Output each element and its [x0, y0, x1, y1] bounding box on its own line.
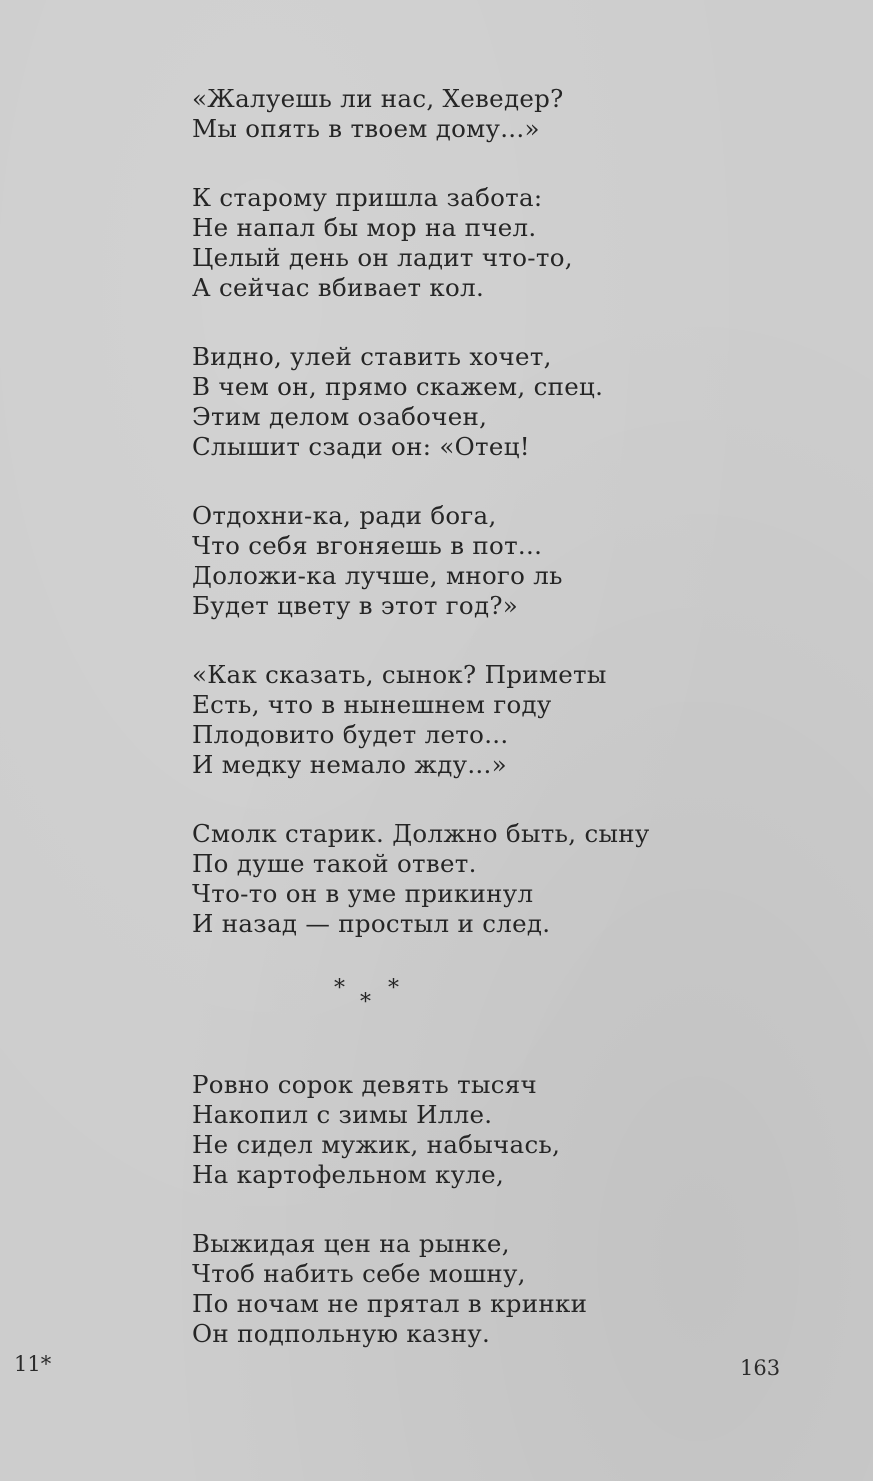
asterisk: *	[360, 990, 371, 1015]
poem-line: Целый день он ладит что-то,	[192, 243, 573, 272]
poem-line: Есть, что в нынешнем году	[192, 690, 552, 719]
stanza-2	[192, 183, 752, 303]
poem-line: Что-то он в уме прикинул	[192, 879, 534, 908]
section-divider	[192, 978, 752, 1040]
poem-line: Слышит сзади он: «Отец!	[192, 432, 530, 461]
stanza-4	[192, 501, 752, 621]
poem-line: Видно, улей ставить хочет,	[192, 342, 552, 371]
stanza-8	[192, 1229, 752, 1349]
poem-line: Не напал бы мор на пчел.	[192, 213, 537, 242]
poem-line: Не сидел мужик, набычась,	[192, 1130, 561, 1159]
poem-line: Накопил с зимы Илле.	[192, 1100, 493, 1129]
poem-line: «Жалуешь ли нас, Хеведер?	[192, 84, 564, 113]
poem-line: К старому пришла забота:	[192, 183, 543, 212]
poem-line: Выжидая цен на рынке,	[192, 1229, 510, 1258]
poem-line: Что себя вгоняешь в пот...	[192, 531, 543, 560]
poem-line: Он подпольную казну.	[192, 1319, 491, 1348]
poem-line: «Как сказать, сынок? Приметы	[192, 660, 607, 689]
page-number: 163	[740, 1356, 781, 1380]
poem-line: Ровно сорок девять тысяч	[192, 1070, 538, 1099]
poem	[192, 84, 752, 1388]
poem-line: По ночам не прятал в кринки	[192, 1289, 588, 1318]
poem-line: Будет цвету в этот год?»	[192, 591, 519, 620]
poem-line: Смолк старик. Должно быть, сыну	[192, 819, 650, 848]
stanza-6	[192, 819, 752, 939]
poem-line: И медку немало жду...»	[192, 750, 507, 779]
poem-line: По душе такой ответ.	[192, 849, 477, 878]
stanza-1	[192, 84, 752, 144]
stanza-7	[192, 1070, 752, 1190]
poem-line: Плодовито будет лето...	[192, 720, 509, 749]
asterisk: *	[388, 976, 399, 1001]
poem-line: А сейчас вбивает кол.	[192, 273, 485, 302]
stanza-3	[192, 342, 752, 462]
poem-line: Доложи-ка лучше, много ль	[192, 561, 563, 590]
poem-line: В чем он, прямо скажем, спец.	[192, 372, 604, 401]
printer-signature-mark: 11*	[14, 1352, 52, 1376]
poem-line: Этим делом озабочен,	[192, 402, 488, 431]
poem-line: И назад — простыл и след.	[192, 909, 551, 938]
poem-line: Чтоб набить себе мошну,	[192, 1259, 526, 1288]
poem-line: Отдохни-ка, ради бога,	[192, 501, 497, 530]
asterisk: *	[334, 976, 345, 1001]
poem-line: Мы опять в твоем дому...»	[192, 114, 540, 143]
poem-line: На картофельном куле,	[192, 1160, 505, 1189]
stanza-5	[192, 660, 752, 780]
